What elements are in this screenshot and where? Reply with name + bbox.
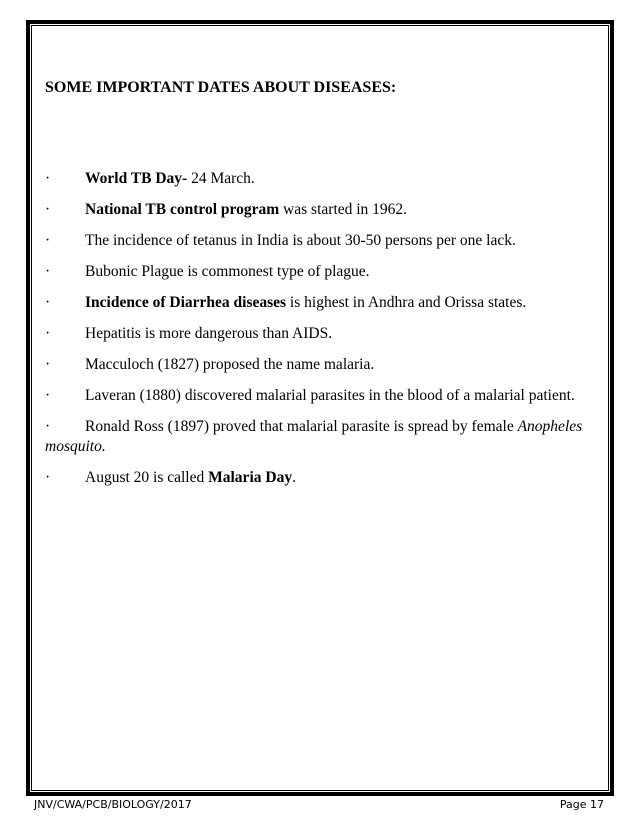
list-item xyxy=(45,324,585,344)
page-heading: SOME IMPORTANT DATES ABOUT DISEASES: xyxy=(45,79,397,96)
list-item xyxy=(45,355,585,375)
list-item xyxy=(45,386,585,406)
item-bold-text: World TB Day- xyxy=(85,170,188,187)
item-bold-text: National TB control program xyxy=(85,201,280,218)
item-text-after: is highest in Andhra and Orissa states. xyxy=(286,294,527,311)
item-text: Ronald Ross (1897) proved that malarial parasite is spread by female xyxy=(85,418,518,435)
footer-page-number: Page 17 xyxy=(559,798,604,811)
item-text-after: . xyxy=(292,469,296,486)
item-text: Laveran (1880) discovered malarial parasites in the blood of a malarial patient. xyxy=(85,387,575,404)
list-item xyxy=(45,231,585,251)
item-italic-text: Anopheles mosquito. xyxy=(45,418,583,455)
item-text: The incidence of tetanus in India is about 30-50 persons per one lack. xyxy=(85,232,516,249)
item-text-after: 24 March. xyxy=(187,170,255,187)
item-text: Bubonic Plague is commonest type of plague. xyxy=(85,263,370,280)
list-item xyxy=(45,169,585,189)
bullet: · xyxy=(45,387,51,404)
bullet: · xyxy=(45,356,51,373)
bullet: · xyxy=(45,170,51,187)
item-text: August 20 is called xyxy=(85,469,209,486)
item-text: Hepatitis is more dangerous than AIDS. xyxy=(85,325,333,342)
bullet: · xyxy=(45,263,51,280)
bullet: · xyxy=(45,232,51,249)
list-item xyxy=(45,293,585,313)
bullet: · xyxy=(45,325,51,342)
list-item xyxy=(45,468,585,488)
page-footer xyxy=(34,798,604,811)
bullet: · xyxy=(45,294,51,311)
item-text: Macculoch (1827) proposed the name malaria. xyxy=(85,356,375,373)
item-text-after: was started in 1962. xyxy=(279,201,408,218)
footer-document-code: JNV/CWA/PCB/BIOLOGY/2017 xyxy=(34,798,192,811)
item-bold-text: Incidence of Diarrhea diseases xyxy=(85,294,287,311)
list-item xyxy=(45,200,585,220)
bullet: · xyxy=(45,418,51,435)
list-item xyxy=(45,417,585,457)
bullet: · xyxy=(45,469,51,486)
list-item xyxy=(45,262,585,282)
item-bold-text: Malaria Day xyxy=(208,469,293,486)
bullet: · xyxy=(45,201,51,218)
disease-dates-list xyxy=(45,169,585,499)
